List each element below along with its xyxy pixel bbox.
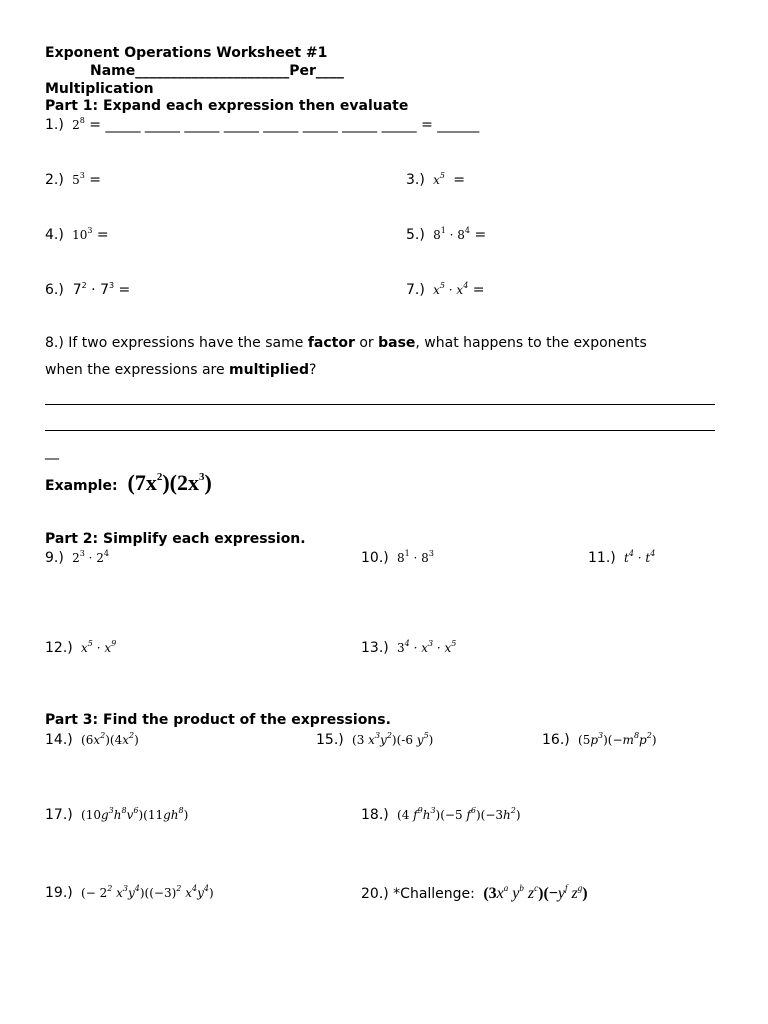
problem-number: 20.) *Challenge: <box>361 886 475 902</box>
problem-number: 19.) <box>45 885 73 901</box>
answer-line-2 <box>45 430 715 431</box>
example-expression: $(7x^2)(2x^3)$ <box>122 470 212 495</box>
problem-number: 7.) <box>406 282 425 298</box>
equals-sign: = <box>474 227 487 243</box>
problem-15 <box>316 732 433 748</box>
problem-11 <box>588 550 655 566</box>
answer-line-1 <box>45 404 715 405</box>
keyword-factor: factor <box>307 335 355 351</box>
problem-number: 3.) <box>406 172 425 188</box>
problem-number: 15.) <box>316 732 344 748</box>
problem-number: 16.) <box>542 732 570 748</box>
problem-number: 13.) <box>361 640 389 656</box>
expression: $5^3$ <box>68 171 85 187</box>
expression: $(5p^3)(-m^8p^2)$ <box>578 731 657 747</box>
problem-19 <box>45 885 214 901</box>
expression: $(10g^3h^8v^6)(11gh^8)$ <box>81 806 189 822</box>
answer-line-tail: __ <box>45 444 59 460</box>
example-label: Example: <box>45 478 118 494</box>
problem-number: 6.) <box>45 282 64 298</box>
question-8-line-2 <box>45 362 316 378</box>
expression: $x^5$ <box>429 171 445 187</box>
problem-5 <box>406 227 486 243</box>
problem-number: 12.) <box>45 640 73 656</box>
problem-17 <box>45 807 188 823</box>
problem-number: 1.) <box>45 117 64 133</box>
problem-number: 11.) <box>588 550 616 566</box>
challenge-expression: ($3x^a$ $y^b$ $z^c)(-y^f$ $z^g$) <box>479 883 588 902</box>
expression: $7^2 \cdot 7^3$ <box>68 281 115 298</box>
keyword-multiplied: multiplied <box>229 362 310 378</box>
equals-sign: = <box>118 282 131 298</box>
worksheet-title: Exponent Operations Worksheet #1 <box>45 45 328 61</box>
expression: $x^5 \cdot x^4$ <box>429 281 469 297</box>
expression: $8^1 \cdot 8^4$ <box>429 226 470 242</box>
expression: $2^8$ <box>68 116 85 132</box>
keyword-base: base <box>378 335 416 351</box>
problem-6 <box>45 282 130 298</box>
question-text: , what happens to the exponents <box>415 335 647 351</box>
problem-3 <box>406 172 465 188</box>
problem-1 <box>45 117 479 133</box>
equals-sign: = <box>453 172 465 188</box>
problem-16 <box>542 732 657 748</box>
problem-number: 18.) <box>361 807 389 823</box>
question-text: when the expressions are <box>45 362 225 378</box>
expression: (4 $f^9h^3)(-5$ $f^6)(-3h^2)$ <box>397 806 521 822</box>
problem-number: 4.) <box>45 227 64 243</box>
example <box>45 470 212 496</box>
problem-number: 8.) <box>45 335 64 351</box>
part2-heading: Part 2: Simplify each expression. <box>45 531 306 547</box>
problem-number: 10.) <box>361 550 389 566</box>
problem-13 <box>361 640 456 656</box>
expression: $10^3$ <box>68 226 93 242</box>
problem-10 <box>361 550 434 566</box>
problem-number: 14.) <box>45 732 73 748</box>
question-text: If two expressions have the same <box>68 335 304 351</box>
equals-sign: = <box>89 172 102 188</box>
problem-4 <box>45 227 109 243</box>
problem-number: 2.) <box>45 172 64 188</box>
expression: $(6x^2)(4x^2)$ <box>81 731 139 747</box>
question-text: or <box>359 335 374 351</box>
expression: $8^1 \cdot 8^3$ <box>393 549 434 565</box>
problem-number: 17.) <box>45 807 73 823</box>
problem-12 <box>45 640 116 656</box>
problem-7 <box>406 282 484 298</box>
problem-number: 5.) <box>406 227 425 243</box>
equals-sign: = <box>96 227 109 243</box>
expression: $t^4 \cdot t^4$ <box>620 549 656 565</box>
question-text: ? <box>309 362 317 378</box>
question-8-line-1 <box>45 335 647 351</box>
answer-blanks: = _____ _____ _____ _____ _____ _____ _____ _____ = ______ <box>89 117 480 133</box>
problem-14 <box>45 732 139 748</box>
expression: $3^4 \cdot x^3 \cdot x^5$ <box>397 639 457 655</box>
problem-number: 9.) <box>45 550 64 566</box>
part3-heading: Part 3: Find the product of the expressions. <box>45 712 391 728</box>
expression: (− $2^2$ $x^3y^4)((-3)^2$ $x^4y^4$) <box>81 884 214 900</box>
problem-9 <box>45 550 109 566</box>
expression: $x^5 \cdot x^9$ <box>77 639 117 655</box>
section-title: Multiplication <box>45 81 154 97</box>
problem-20 <box>361 885 588 903</box>
expression: $2^3 \cdot 2^4$ <box>68 549 109 565</box>
problem-18 <box>361 807 521 823</box>
part1-heading: Part 1: Expand each expression then evaluate <box>45 98 409 114</box>
expression: (3 $x^3y^2)(-6$ $y^5$) <box>352 731 434 747</box>
problem-2 <box>45 172 101 188</box>
equals-sign: = <box>472 282 485 298</box>
name-period-line: Name______________________Per____ <box>90 63 344 79</box>
